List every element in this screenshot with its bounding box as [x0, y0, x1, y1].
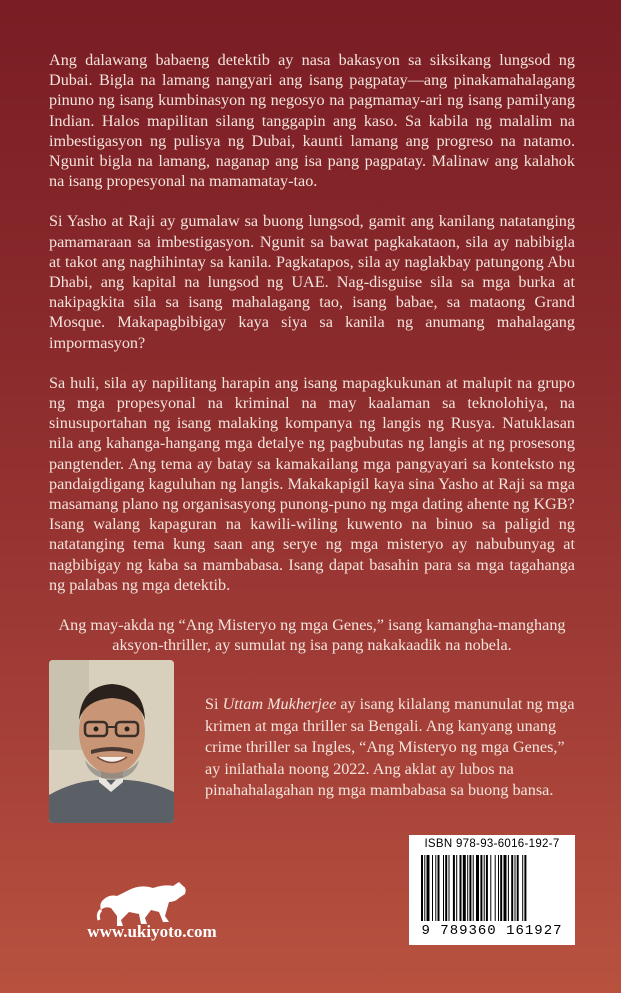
- author-photo: [49, 660, 174, 823]
- author-bio: [205, 694, 575, 802]
- bio-prefix: Si: [205, 695, 223, 713]
- author-portrait-icon: [49, 660, 174, 823]
- back-cover-blurb: [49, 50, 575, 655]
- isbn-barcode: [409, 835, 575, 945]
- publisher-website: www.ukiyoto.com: [87, 922, 217, 941]
- isbn-label: ISBN 978-93-6016-192-7: [424, 838, 560, 850]
- isbn-digits: 9 789360 161927: [421, 923, 563, 939]
- author-name: Uttam Mukherjee: [222, 695, 337, 713]
- blurb-paragraph-2: Si Yasho at Raji ay gumalaw sa buong lungsod, gamit ang kanilang natatanging pamamaraan sa imbestigasyon. Ngunit sa bawat pagkakataon, sila ay nabibigla at takot ang naghihintay sa kanila. Pagkatapos, sila ay naglakbay patungong Abu Dhabi, ang kapital na lungsod ng UAE. Nag-disguise sila sa mga burka at nakipagkita sila sa isang mahalagang tao, isang babae, sa mataong Grand Mosque. Makapagbibigay kaya siya sa kanila ng anumang mahalagang impormasyon?: [49, 212, 575, 352]
- bio-text: ay isang kilalang manunulat ng mga krimen at mga thriller sa Bengali. Ang kanyang unang crime thriller sa Ingles, “Ang Misteryo ng mga Genes,” ay inilathala noong 2022. Ang aklat ay lubos na pinahahalagahan ng mga mambabasa sa buong bansa.: [205, 695, 575, 799]
- blurb-paragraph-4: Isang walang kapaguran na kawili-wiling kuwento na binuo sa paligid ng natatanging tema kung saan ang serye ng mga misteryo ay nabubunyag at nagbibigay ng kaba sa mambabasa. Isang dapat basahin para sa mga tagahanga ng palabas ng mga detektib.: [49, 515, 575, 594]
- blurb-paragraph-5: Ang may-akda ng “Ang Misteryo ng mga Genes,” isang kamangha-manghang aksyon-thriller, ay sumulat ng isa pang nakakaadik na nobela.: [58, 616, 566, 655]
- barcode-bars-icon: [419, 855, 569, 921]
- blurb-paragraph-3: Sa huli, sila ay napilitang harapin ang isang mapagkukunan at malupit na grupo ng mga propesyonal na kriminal na may kaalaman sa teknolohiya, na sinusuportahan ng isang malaking kompanya ng langis ng Rusya. Natuklasan nila ang kahanga-hangang mga detalye ng pagbubutas ng langis at ng prosesong pangtender. Ang tema ay batay sa kamakailang mga pangyayari sa konteksto ng pandaigdigang kaguluhan ng langis. Makakapigil kaya sina Yasho at Raji sa mga masamang plano ng organisasyong punong-puno ng mga dating ahente ng KGB?: [49, 373, 575, 514]
- blurb-paragraph-1: Ang dalawang babaeng detektib ay nasa bakasyon sa siksikang lungsod ng Dubai. Bigla na lamang nangyari ang isang pagpatay—ang pinakamahalagang pinuno ng isang kumbinasyon ng negosyo na pagmamay-ari ng isang pamilyang Indian. Halos mapilitan silang tanggapin ang kaso. Sa kabila ng malalim na imbestigasyon ng pulisya ng Dubai, kaunti lamang ang progreso na natamo. Ngunit bigla na lamang, naganap ang isa pang pagpatay. Malinaw ang kalahok na isang propesyonal na mamamatay-tao.: [49, 51, 575, 191]
